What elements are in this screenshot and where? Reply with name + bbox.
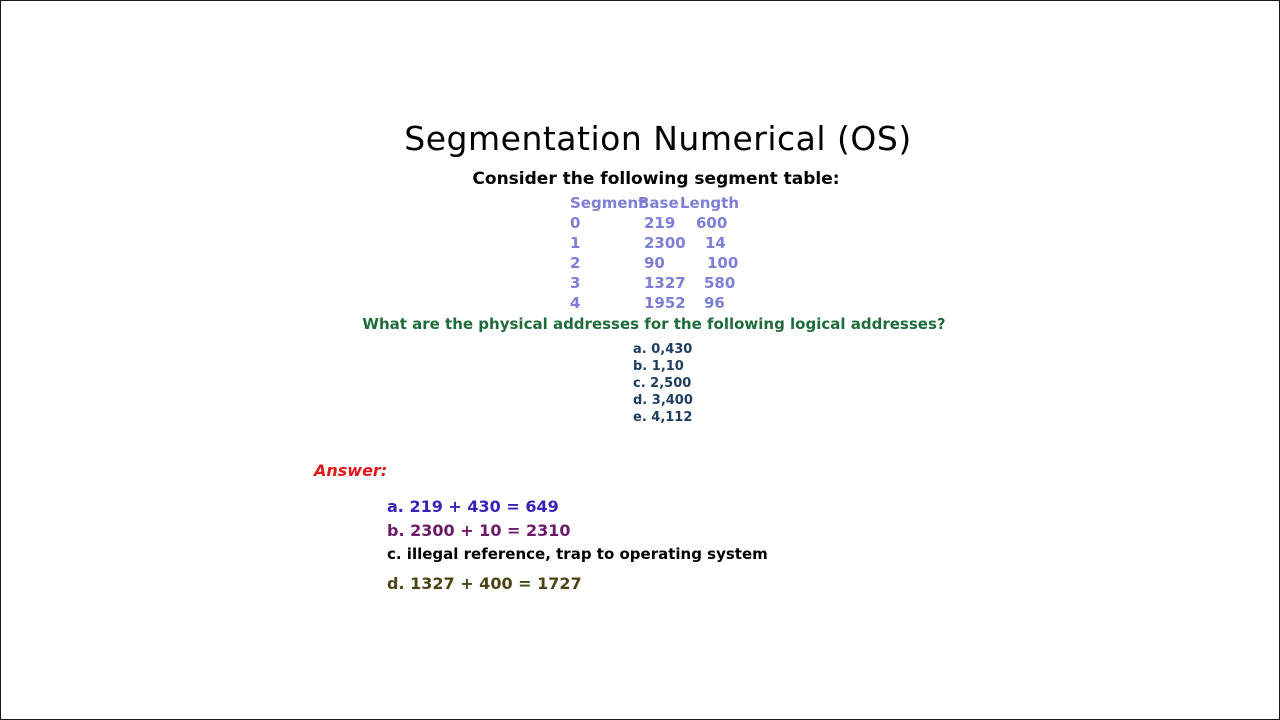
cell-length: 580: [704, 274, 736, 292]
logical-address-list: [633, 341, 693, 426]
logical-address-item: b. 1,10: [633, 359, 684, 374]
cell-segment: 3: [570, 274, 581, 292]
logical-address-item: a. 0,430: [633, 342, 693, 357]
cell-base: 219: [644, 214, 676, 232]
cell-base: 90: [644, 254, 665, 272]
cell-base: 1327: [644, 274, 686, 292]
header-length: Length: [680, 194, 739, 212]
logical-address-item: e. 4,112: [633, 410, 693, 425]
cell-segment: 1: [570, 234, 581, 252]
header-segment: Segment: [570, 194, 646, 212]
cell-base: 1952: [644, 294, 686, 312]
cell-length: 14: [705, 234, 726, 252]
slide-subtitle: Consider the following segment table:: [472, 169, 840, 189]
logical-address-item: c. 2,500: [633, 376, 692, 391]
cell-segment: 0: [570, 214, 581, 232]
cell-length: 100: [707, 254, 739, 272]
answer-c: c. illegal reference, trap to operating system: [387, 545, 768, 563]
cell-segment: 2: [570, 254, 581, 272]
header-base: Base: [638, 194, 679, 212]
slide-title: Segmentation Numerical (OS): [404, 119, 912, 158]
answer-label: Answer:: [314, 461, 388, 480]
cell-segment: 4: [570, 294, 581, 312]
answer-a: a. 219 + 430 = 649: [387, 497, 559, 516]
question-text: What are the physical addresses for the following logical addresses?: [362, 315, 946, 333]
logical-address-item: d. 3,400: [633, 393, 693, 408]
cell-length: 600: [696, 214, 728, 232]
cell-length: 96: [704, 294, 725, 312]
answer-d: d. 1327 + 400 = 1727: [387, 574, 582, 593]
answer-b: b. 2300 + 10 = 2310: [387, 521, 571, 540]
cell-base: 2300: [644, 234, 686, 252]
